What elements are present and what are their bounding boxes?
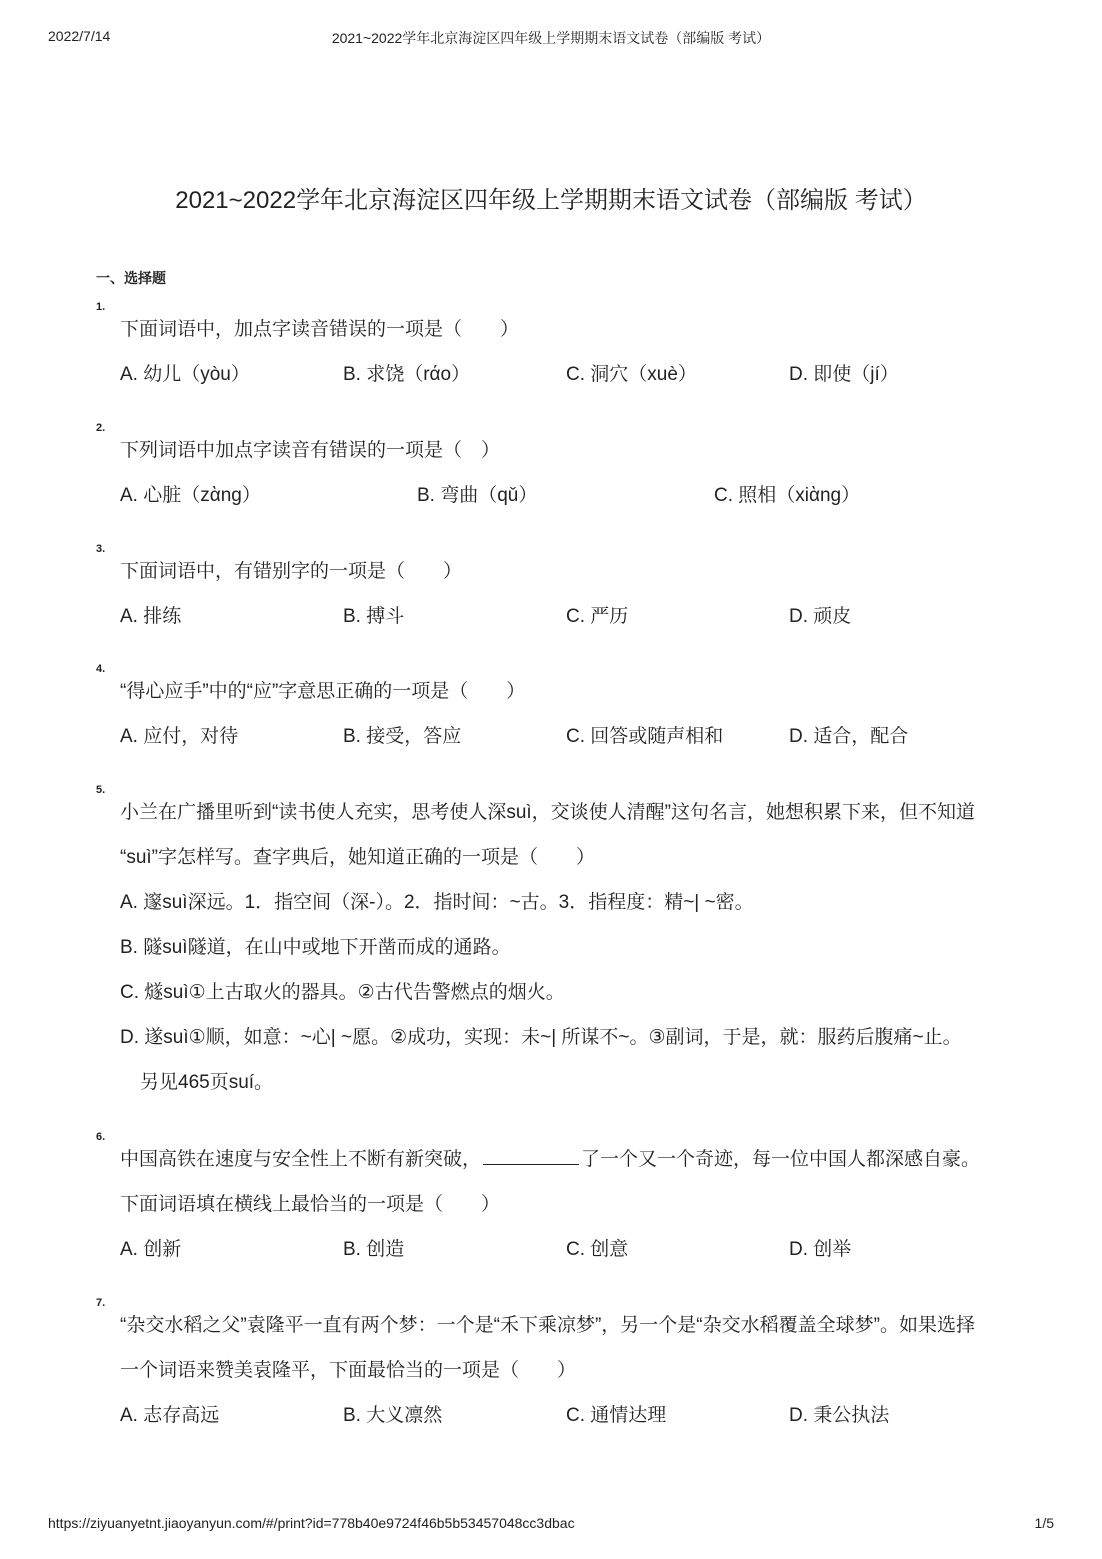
- options-row: [120, 714, 1016, 759]
- question-stem-line-2: 下面词语填在横线上最恰当的一项是（ ）: [120, 1194, 501, 1215]
- stem-text-before-blank: 中国高铁在速度与安全性上不断有新突破，: [120, 1149, 482, 1170]
- option-a[interactable]: A. 心脏（zὰng）: [120, 485, 261, 506]
- option-b[interactable]: B. 求饶（rάo）: [343, 364, 471, 385]
- option-a[interactable]: A. 排练: [120, 606, 182, 627]
- fill-in-blank: [483, 1146, 579, 1165]
- option-c[interactable]: C. 燧suì①上古取火的器具。②古代告警燃点的烟火。: [120, 982, 565, 1003]
- option-b[interactable]: B. 创造: [343, 1239, 405, 1260]
- option-c[interactable]: C. 回答或随声相和: [566, 726, 724, 747]
- option-d[interactable]: D. 秉公执法: [789, 1405, 890, 1426]
- question-2: [96, 422, 1016, 518]
- option-d[interactable]: D. 创举: [789, 1239, 852, 1260]
- option-c[interactable]: C. 创意: [566, 1239, 629, 1260]
- question-stem: 下面词语中，有错别字的一项是（ ）: [120, 561, 463, 582]
- question-5: [96, 784, 1016, 1105]
- question-number: 6.: [96, 1131, 106, 1143]
- question-stem-line-2: 一个词语来赞美袁隆平，下面最恰当的一项是（ ）: [120, 1360, 577, 1381]
- question-number: 1.: [96, 301, 106, 313]
- option-d-continuation: 另见465页suí。: [140, 1072, 274, 1093]
- stem-text-after-blank: 了一个又一个奇迹，每一位中国人都深感自豪。: [581, 1149, 981, 1170]
- option-b[interactable]: B. 接受，答应: [343, 726, 462, 747]
- print-date: 2022/7/14: [48, 28, 111, 44]
- options-row: [120, 594, 1016, 639]
- option-a[interactable]: A. 邃suì深远。1．指空间（﻿深-）。2．指时间：~古。3．指程度：精~| ~密。: [120, 892, 754, 913]
- question-3: [96, 543, 1016, 639]
- section-heading: 一、选择题: [96, 270, 166, 286]
- question-number: 5.: [96, 784, 106, 796]
- option-b[interactable]: B. 搏斗: [343, 606, 405, 627]
- options-row: [120, 352, 1016, 397]
- question-stem: “得心应手”中的“应”字意思正确的一项是（ ）: [120, 681, 526, 702]
- options-row: [120, 1227, 1016, 1272]
- option-c[interactable]: C. 照相（xiὰng）: [714, 485, 861, 506]
- question-number: 7.: [96, 1297, 106, 1309]
- question-stem-line-1: 小兰在广播里听到“读书使人充实，思考使人深suì，交谈使人清醒”这句名言，她想积累下来，但不知道: [120, 802, 976, 823]
- question-stem: 下列词语中加点字读音有错误的一项是（ ）: [120, 440, 501, 461]
- question-number: 3.: [96, 543, 106, 555]
- document-title: 2021~2022学年北京海淀区四年级上学期期末语文试卷（部编版 考试）: [175, 187, 927, 214]
- option-a[interactable]: A. 创新: [120, 1239, 182, 1260]
- question-number: 2.: [96, 422, 106, 434]
- question-stem-line-1: [120, 1137, 1016, 1182]
- question-1: [96, 301, 1016, 397]
- option-a[interactable]: A. 幼儿（yòu）: [120, 364, 250, 385]
- print-header-title: 2021~2022学年北京海淀区四年级上学期期末语文试卷（部编版 考试）: [331, 30, 771, 46]
- option-c[interactable]: C. 洞穴（xuè）: [566, 364, 697, 385]
- question-number: 4.: [96, 663, 106, 675]
- option-d[interactable]: D. 即使（jí）: [789, 364, 899, 385]
- option-b[interactable]: B. 隧suì隧道，在山中或地下开凿而成的通路。: [120, 937, 511, 958]
- option-c[interactable]: C. 严历: [566, 606, 629, 627]
- option-b[interactable]: B. 弯曲（qǔ）: [417, 485, 538, 506]
- print-url: https://ziyuanyetnt.jiaoyanyun.com/#/print?id=778b40e9724f46b5b53457048cc3dbac: [48, 1515, 575, 1531]
- option-d[interactable]: D. 顽皮: [789, 606, 852, 627]
- options-row: [120, 1393, 1016, 1438]
- option-b[interactable]: B. 大义凛然: [343, 1405, 443, 1426]
- question-6: [96, 1131, 1016, 1272]
- question-stem-line-1: “杂交水稻之父”袁隆平一直有两个梦：一个是“禾下乘凉梦”，另一个是“杂交水稻覆盖全球梦”。如果选择: [120, 1315, 975, 1336]
- option-c[interactable]: C. 通情达理: [566, 1405, 667, 1426]
- option-d[interactable]: D. 遂suì①顺，如意：~心| ~愿。②成功，实现：未~| 所谋不~。③副词，于是，就：服药后腹痛~止。: [120, 1027, 962, 1048]
- option-a[interactable]: A. 应付，对待: [120, 726, 239, 747]
- page-number: 1/5: [1034, 1515, 1054, 1531]
- question-4: [96, 663, 1016, 759]
- question-stem: 下面词语中，加点字读音错误的一项是（ ）: [120, 319, 520, 340]
- question-7: [96, 1297, 1016, 1438]
- options-row: [120, 473, 1016, 518]
- option-a[interactable]: A. 志存高远: [120, 1405, 220, 1426]
- option-d[interactable]: D. 适合，配合: [789, 726, 909, 747]
- question-stem-line-2: “suì”字怎样写。查字典后，她知道正确的一项是（ ）: [120, 847, 596, 868]
